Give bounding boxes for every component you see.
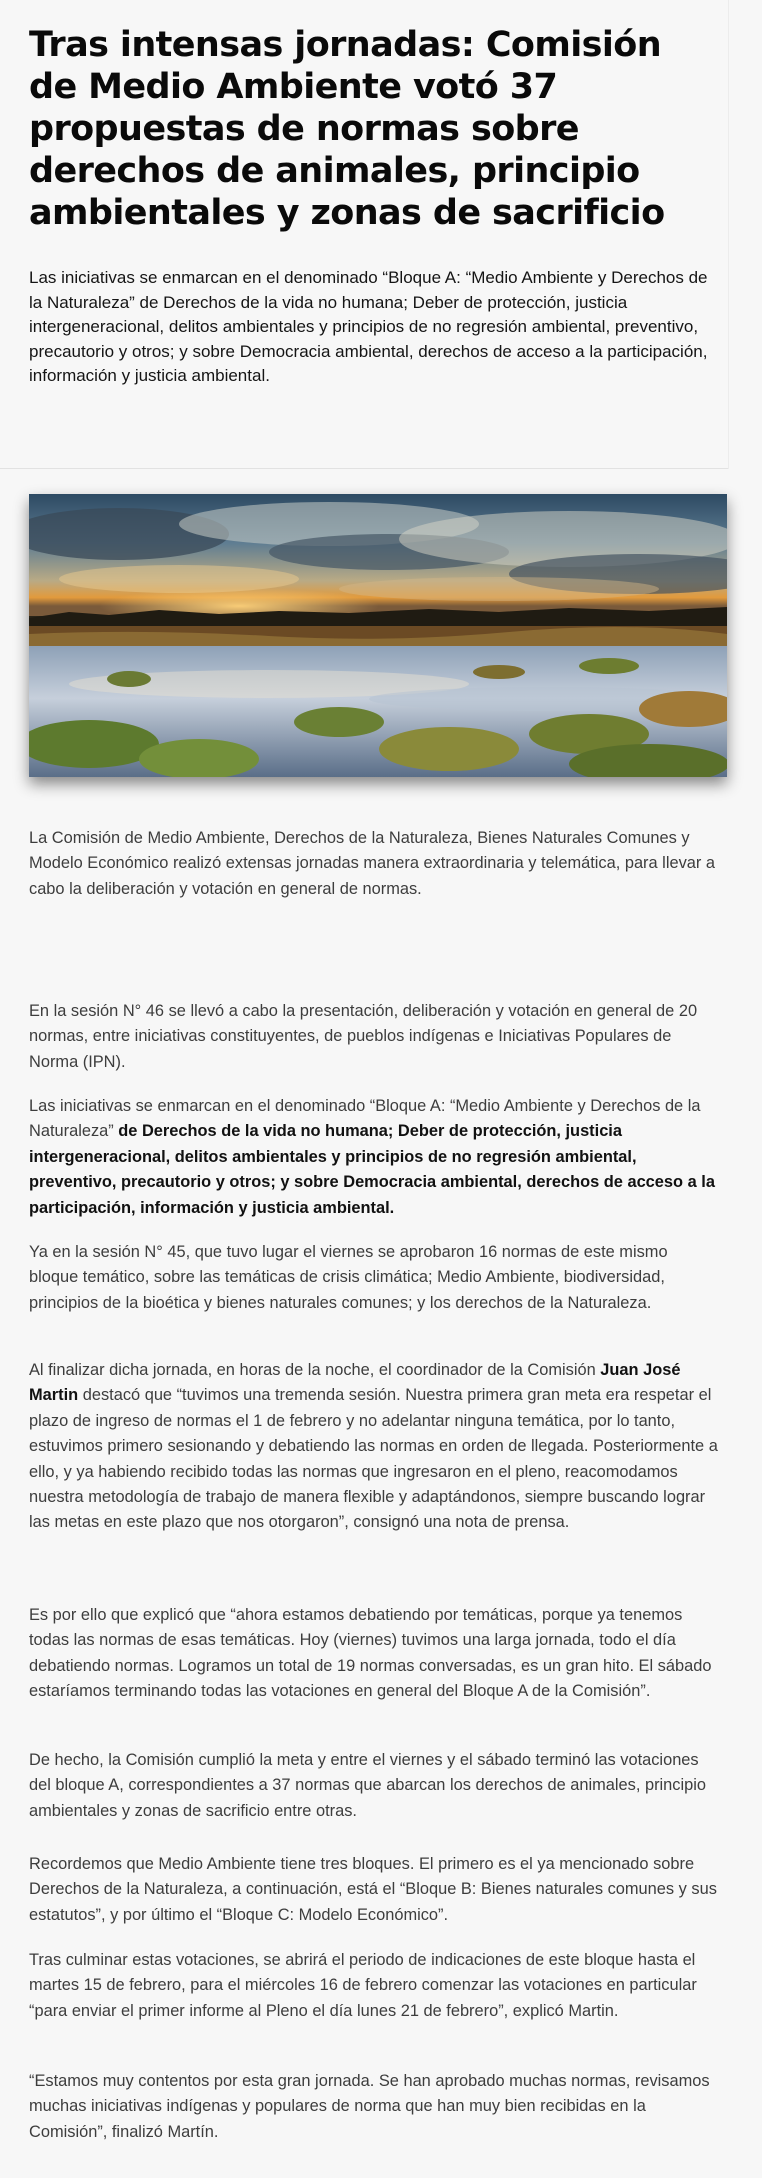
- article-header: [0, 0, 729, 469]
- paragraph-session-46: En la sesión N° 46 se llevó a cabo la presentación, deliberación y votación en general de 20 normas, entre iniciativas constituyentes, de pueblos indígenas e Iniciativas Populares de Norma (IPN).: [29, 1002, 698, 1071]
- paragraph-bloque-a-text: Las iniciativas se enmarcan en el denominado “Bloque A: “Medio Ambiente y Derechos de la Naturaleza”: [29, 1097, 701, 1141]
- paragraph-coordinator-quote: [29, 1358, 719, 1536]
- paragraph-goal-met: De hecho, la Comisión cumplió la meta y entre el viernes y el sábado terminó las votaciones del bloque A, correspondientes a 37 normas que abarcan los derechos de animales, principio ambientales y zonas de sacrificio entre otras.: [29, 1751, 706, 1820]
- paragraph-bloque-a-bold: de Derechos de la vida no humana; Deber de protección, justicia intergeneracional, delitos ambientales y principios de no regresión ambiental, preventivo, precautorio y otros; y sobre Democracia ambiental, derechos de acceso a la participación, información y justicia ambiental.: [29, 1122, 715, 1217]
- paragraph-next-steps: Tras culminar estas votaciones, se abrirá el periodo de indicaciones de este bloque hasta el martes 15 de febrero, para el miércoles 16 de febrero comenzar las votaciones en particular “para enviar el primer informe al Pleno el día lunes 21 de febrero”, explicó Martin.: [29, 1951, 697, 2020]
- paragraph-session-45: Ya en la sesión N° 45, que tuvo lugar el viernes se aprobaron 16 normas de este mismo bloque temático, sobre las temáticas de crisis climática; Medio Ambiente, biodiversidad, principios de la bioética y bienes naturales comunes; y los derechos de la Naturaleza.: [29, 1243, 668, 1312]
- article-lead: Las iniciativas se enmarcan en el denominado “Bloque A: “Medio Ambiente y Derechos de la Naturaleza” de Derechos de la vida no humana; Deber de protección, justicia intergeneracional, delitos ambientales y principios de no regresión ambiental, preventivo, precautorio y otros; y sobre Democracia ambiental, derechos de acceso a la participación, información y justicia ambiental.: [29, 268, 708, 385]
- wetland-landscape-image: [29, 494, 727, 777]
- article-title: Tras intensas jornadas: Comisión de Medio Ambiente votó 37 propuestas de normas sobre derechos de animales, principio ambientales y zonas de sacrificio: [29, 25, 665, 233]
- header-divider: [0, 468, 728, 469]
- paragraph-three-blocks: Recordemos que Medio Ambiente tiene tres bloques. El primero es el ya mencionado sobre Derechos de la Naturaleza, a continuación, está el “Bloque B: Bienes naturales comunes y sus estatutos”, y por último el “Bloque C: Modelo Económico”.: [29, 1855, 717, 1924]
- paragraph-thematic-debate: Es por ello que explicó que “ahora estamos debatiendo por temáticas, porque ya tenemos todas las normas de esas temáticas. Hoy (viernes) tuvimos una larga jornada, todo el día debatiendo normas. Logramos un total de 19 normas conversadas, es un gran hito. El sábado estaríamos terminando todas las votaciones en general del Bloque A de la Comisión”.: [29, 1606, 712, 1701]
- coordinator-name: Juan José Martin: [29, 1361, 681, 1405]
- quote-body-text: destacó que “tuvimos una tremenda sesión. Nuestra primera gran meta era respetar el plazo de ingreso de normas el 1 de febrero y no adelantar ninguna temática, por lo tanto, estuvimos primero sesionando y debatiendo las normas en orden de llegada. Posteriormente a ello, y ya habiendo recibido todas las normas que ingresaron en el pleno, reacomodamos nuestra metodología de trabajo de manera flexible y adaptándonos, siempre buscando lograr las metas en este plazo que nos otorgaron”, consignó una nota de prensa.: [29, 1386, 718, 1532]
- hero-image: [29, 494, 727, 777]
- paragraph-bloque-a: [29, 1094, 719, 1221]
- intro-paragraph: La Comisión de Medio Ambiente, Derechos de la Naturaleza, Bienes Naturales Comunes y Modelo Económico realizó extensas jornadas manera extraordinaria y telemática, para llevar a cabo la deliberación y votación en general de normas.: [29, 829, 716, 898]
- quote-intro-text: Al finalizar dicha jornada, en horas de la noche, el coordinador de la Comisión: [29, 1361, 601, 1379]
- paragraph-closing-quote: “Estamos muy contentos por esta gran jornada. Se han aprobado muchas normas, revisamos muchas iniciativas indígenas y populares de norma que han muy bien recibidas en la Comisión”, finalizó Martín.: [29, 2072, 710, 2141]
